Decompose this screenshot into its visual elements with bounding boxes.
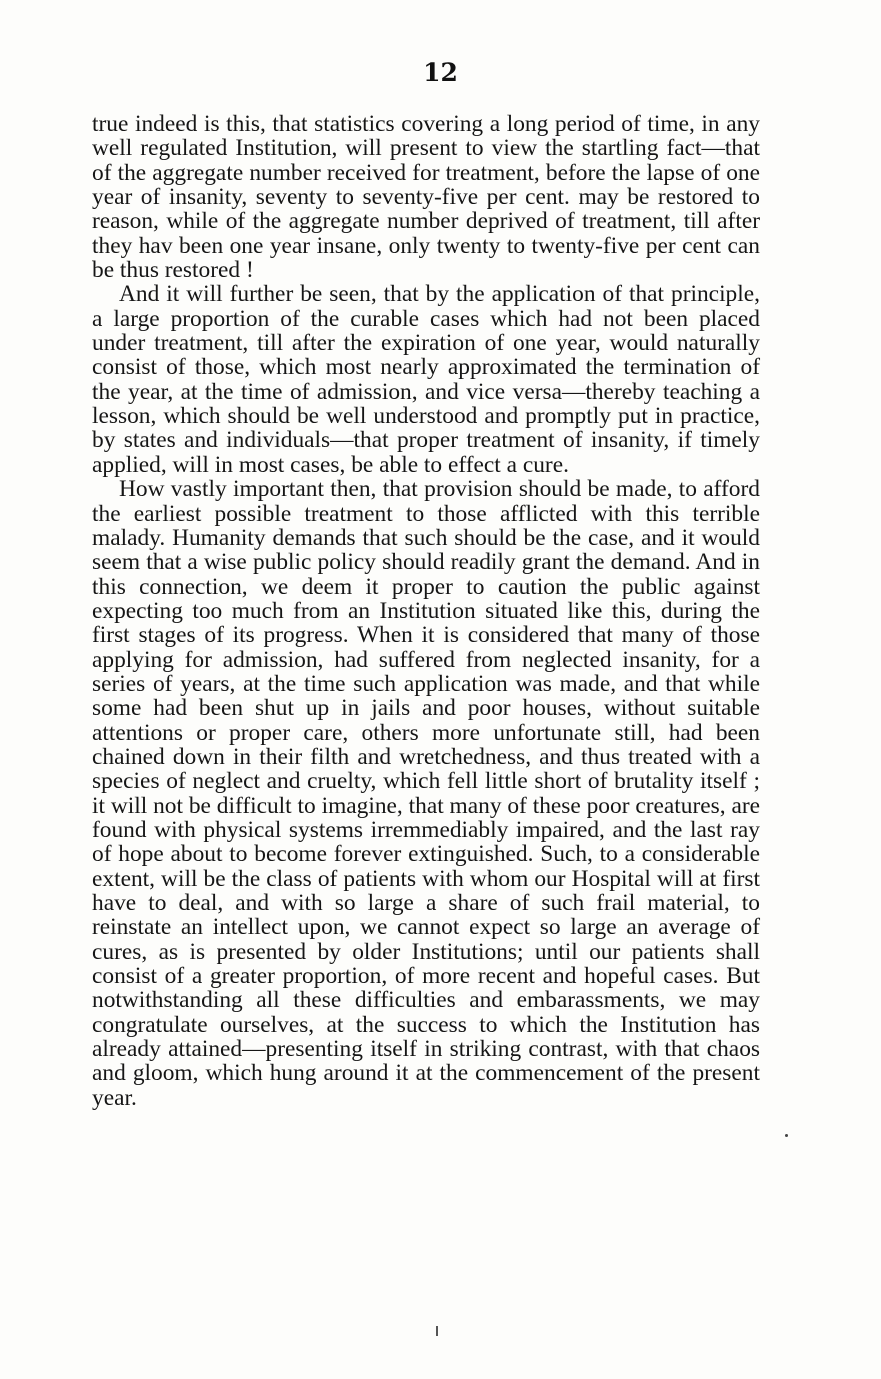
page-number: 12 (423, 58, 458, 87)
margin-speck (785, 1134, 788, 1137)
footer-speck (436, 1326, 438, 1336)
paragraph-1: true indeed is this, that statistics covering a long period of time, in any well regulated Institution, will present to view the startling fact—that of the aggregate number received for treatment, before the lapse of one year of insanity, seventy to seventy-five per cent. may be restored to reason, while of the aggregate number deprived of treatment, till after they hav been one year insane, only twenty to twenty-five per cent can be thus restored ! (92, 111, 760, 284)
body-text (92, 112, 760, 1110)
paragraph-2: And it will further be seen, that by the application of that principle, a large proportion of the curable cases which had not been placed under treatment, till after the expiration of one year, would naturally consist of those, which most nearly approximated the termination of the year, at the time of admission, and vice versa—thereby teaching a lesson, which should be well understood and promptly put in practice, by states and individuals—that proper treatment of insanity, if timely applied, will in most cases, be able to effect a cure. (92, 281, 760, 478)
paragraph-3: How vastly important then, that provision should be made, to afford the earliest possible treatment to those afflicted with this terrible malady. Humanity demands that such should be the case, and it would seem that a wise public policy should readily grant the demand. And in this connection, we deem it proper to caution the public against expecting too much from an Institution situated like this, during the first stages of its progress. When it is considered that many of those applying for admission, had suffered from neglected insanity, for a series of years, at the time such application was made, and that while some had been shut up in jails and poor houses, without suitable attentions or proper care, others more unfortunate still, had been chained down in their filth and wretchedness, and thus treated with a species of neglect and cruelty, which fell little short of brutality itself ; it will not be difficult to imagine, that many of these poor creatures, are found with physical systems irremmediably impaired, and the last ray of hope about to become forever extinguished. Such, to a considerable extent, will be the class of patients with whom our Hospital will at first have to deal, and with so large a share of such frail material, to reinstate an intellect upon, we cannot expect so large an average of cures, as is presented by older Institutions; until our patients shall consist of a greater proportion, of more recent and hopeful cases. But notwithstanding all these difficulties and embarassments, we may congratulate ourselves, at the success to which the Institution has already attained—presenting itself in striking contrast, with that chaos and gloom, which hung around it at the commencement of the present year. (92, 476, 760, 1111)
